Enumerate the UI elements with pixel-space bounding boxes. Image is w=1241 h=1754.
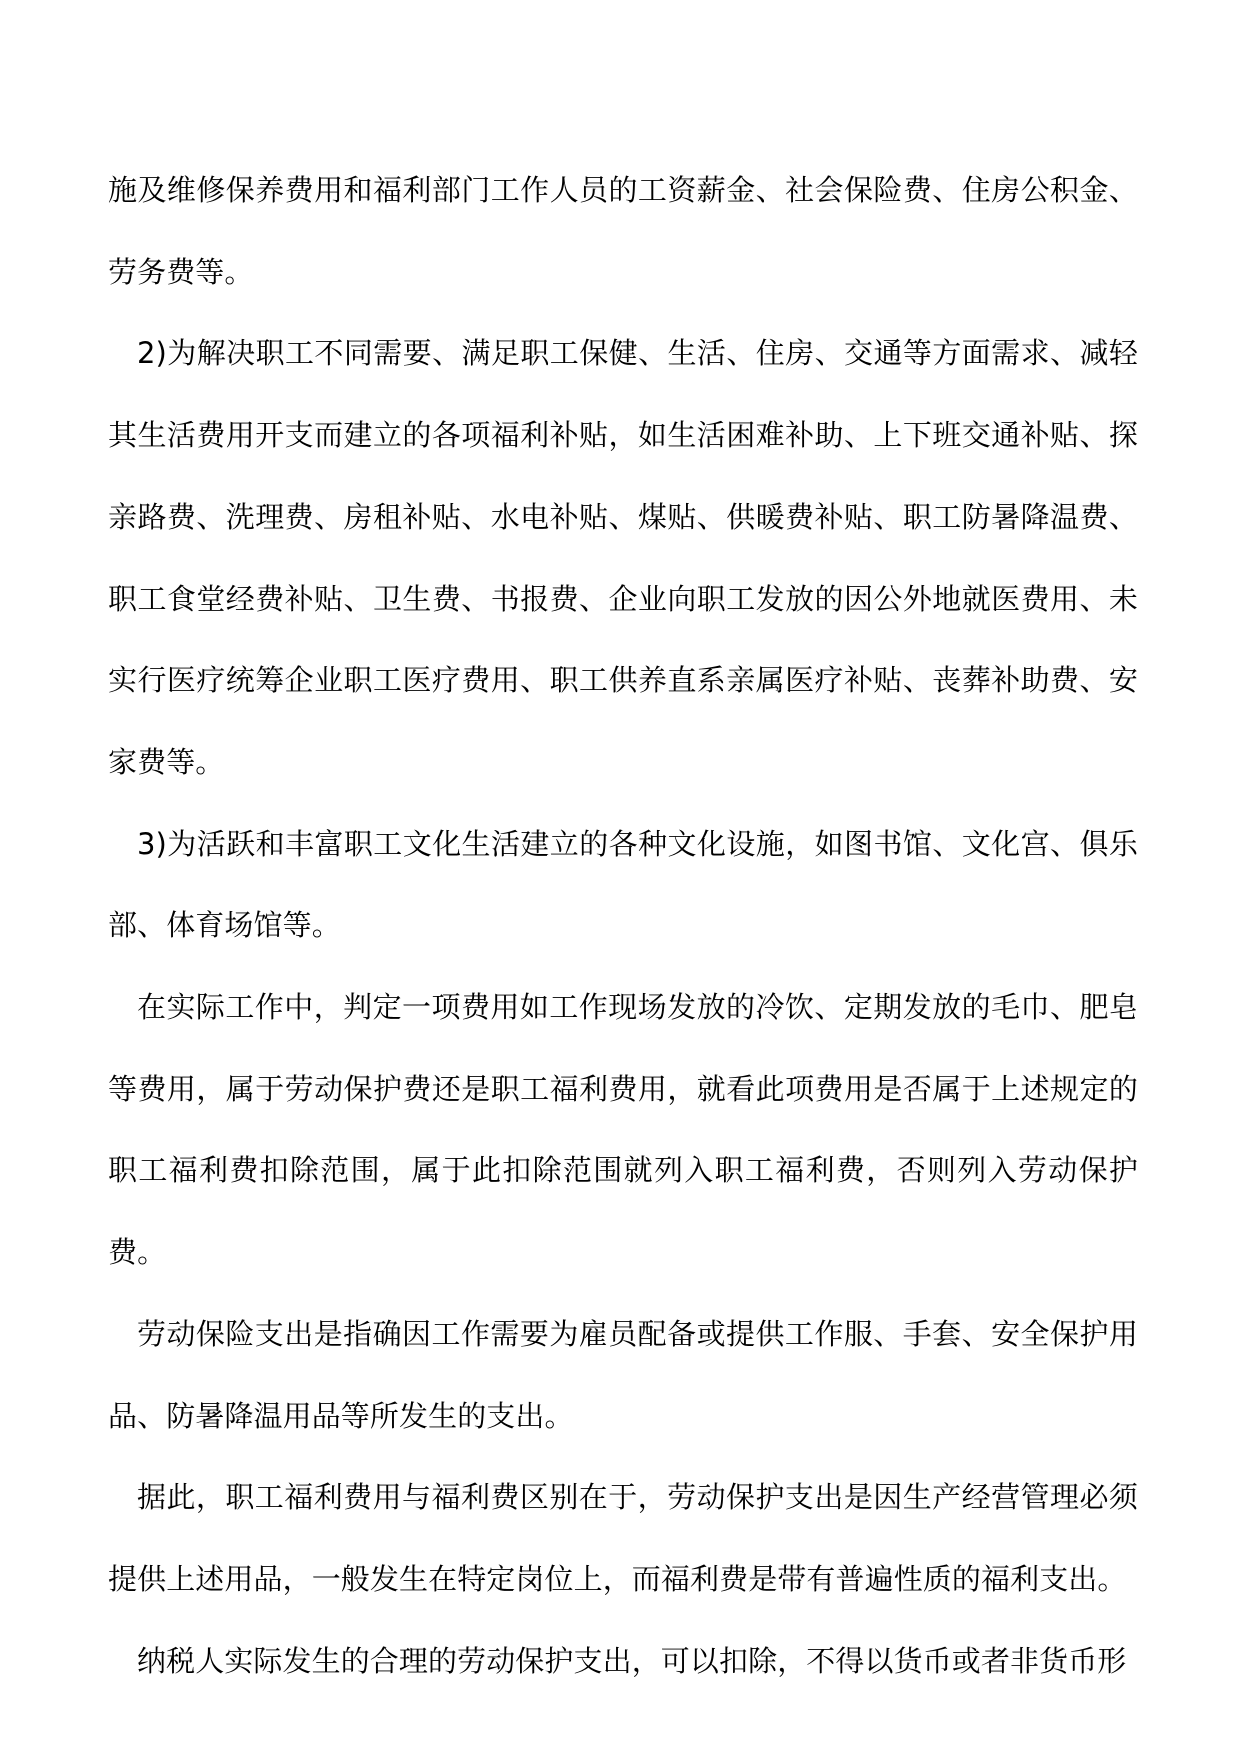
paragraph-labor-insurance-definition: 劳动保险支出是指确因工作需要为雇员配备或提供工作服、手套、安全保护用品、防暑降温用品等所发生的支出。 (108, 1316, 1138, 1433)
paragraph-difference: 据此，职工福利费用与福利费区别在于，劳动保护支出是因生产经营管理必须提供上述用品，一般发生在特定岗位上，而福利费是带有普遍性质的福利支出。 (108, 1480, 1138, 1596)
paragraph-deduction-rule: 纳税人实际发生的合理的劳动保护支出，可以扣除，不得以货币或者非货币形 (137, 1643, 1127, 1678)
paragraph-welfare-subsidies: 2)为解决职工不同需要、满足职工保健、生活、住房、交通等方面需求、减轻其生活费用开支而建立的各项福利补贴，如生活困难补助、上下班交通补贴、探亲路费、洗理费、房租补贴、水电补贴、煤贴、供暖费补贴、职工防暑降温费、职工食堂经费补贴、卫生费、书报费、企业向职工发放的因公外地就医费用、未实行医疗统筹企业职工医疗费用、职工供养直系亲属医疗补贴、丧葬补助费、安家费等。 (108, 336, 1138, 779)
paragraph-practical-determination: 在实际工作中，判定一项费用如工作现场发放的冷饮、定期发放的毛巾、肥皂等费用，属于劳动保护费还是职工福利费用，就看此项费用是否属于上述规定的职工福利费扣除范围，属于此扣除范围就列入职工福利费，否则列入劳动保护费。 (108, 990, 1138, 1270)
document-body (108, 150, 1138, 1702)
paragraph-continuation: 施及维修保养费用和福利部门工作人员的工资薪金、社会保险费、住房公积金、劳务费等。 (108, 173, 1138, 289)
paragraph-cultural-facilities: 3)为活跃和丰富职工文化生活建立的各种文化设施，如图书馆、文化宫、俱乐部、体育场馆等。 (108, 826, 1138, 943)
